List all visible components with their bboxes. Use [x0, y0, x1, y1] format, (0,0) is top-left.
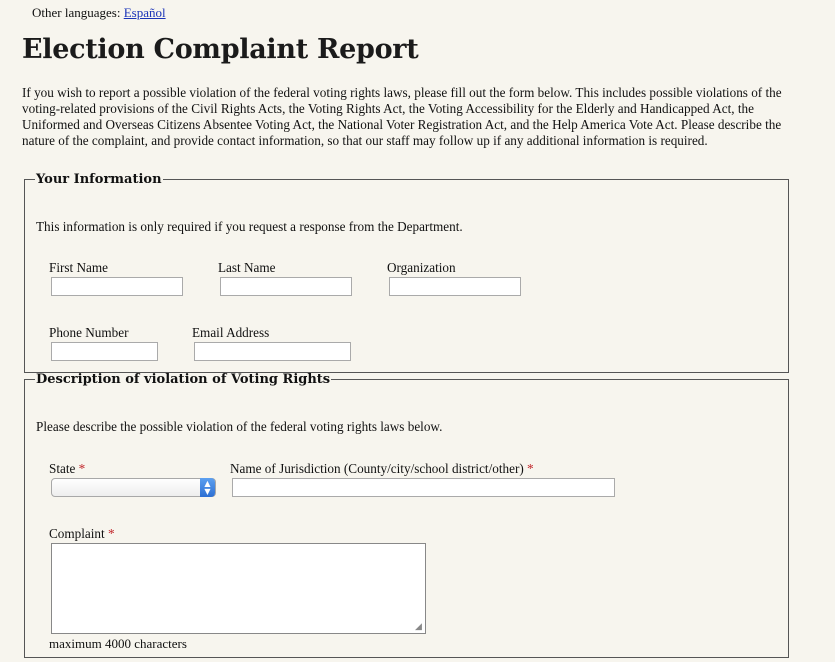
phone-number-input[interactable]	[51, 342, 158, 361]
your-information-fieldset	[24, 172, 789, 373]
violation-fieldset	[24, 372, 789, 658]
complaint-label	[49, 526, 115, 542]
jurisdiction-input[interactable]	[232, 478, 615, 497]
complaint-required-mark: *	[107, 526, 115, 541]
complaint-hint: maximum 4000 characters	[49, 636, 187, 651]
page-title: Election Complaint Report	[22, 34, 419, 65]
other-languages	[32, 5, 166, 21]
your-information-legend: Your Information	[36, 172, 162, 187]
last-name-label: Last Name	[218, 260, 276, 275]
select-arrows-icon: ▲ ▼	[200, 478, 215, 497]
complaint-textarea[interactable]	[51, 543, 426, 634]
email-address-input[interactable]	[194, 342, 351, 361]
last-name-input[interactable]	[220, 277, 352, 296]
violation-note: Please describe the possible violation of the federal voting rights laws below.	[36, 419, 443, 434]
your-information-note: This information is only required if you request a response from the Department.	[36, 219, 463, 234]
first-name-label: First Name	[49, 260, 108, 275]
state-select[interactable]	[51, 478, 216, 497]
jurisdiction-required-mark: *	[527, 461, 534, 476]
state-label-text: State	[49, 461, 76, 476]
jurisdiction-label	[230, 461, 534, 477]
resize-grip-icon[interactable]: ◢	[415, 622, 422, 632]
violation-legend: Description of violation of Voting Rights	[36, 372, 331, 387]
other-languages-label: Other languages:	[32, 5, 121, 20]
first-name-input[interactable]	[51, 277, 183, 296]
state-label	[49, 461, 85, 477]
organization-input[interactable]	[389, 277, 521, 296]
email-address-label: Email Address	[192, 325, 270, 340]
state-required-mark: *	[78, 461, 86, 476]
intro-text: If you wish to report a possible violation of the federal voting rights laws, please fill out the form below. This includes possible violations of the voting-related provisions of the Civil Rights Acts, the Voting Rights Act, the Voting Accessibility for the Elderly and Handicapped Act, the Uniformed and Overseas Citizens Absentee Voting Act, the National Voter Registration Act, and the Help America Vote Act. Please describe the nature of the complaint, and provide contact information, so that our staff may follow up if any additional information is required.	[22, 85, 782, 148]
espanol-link[interactable]: Español	[123, 5, 166, 20]
phone-number-label: Phone Number	[49, 325, 129, 340]
complaint-label-text: Complaint	[49, 526, 105, 541]
organization-label: Organization	[387, 260, 456, 275]
jurisdiction-label-text: Name of Jurisdiction (County/city/school district/other)	[230, 461, 524, 476]
